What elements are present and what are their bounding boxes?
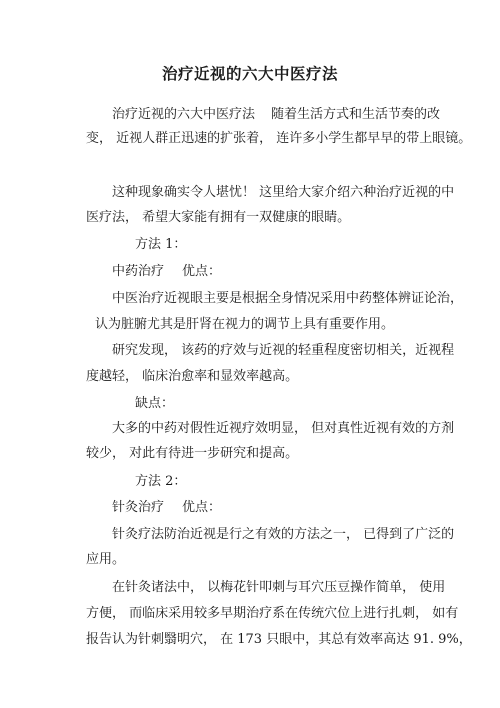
method-1-cons-line-1: 大多的中药对假性近视疗效明显， 但对真性近视有效的方剂 — [112, 421, 455, 436]
method-1-research-line-1: 研究发现， 该药的疗效与近视的轻重程度密切相关，近视程 — [112, 343, 455, 358]
method-1-pros-line-1: 中医治疗近视眼主要是根据全身情况采用中药整体辨证论治， — [112, 291, 464, 306]
paragraph-1-line-1a: 治疗近视的六大中医疗法 — [112, 107, 256, 122]
method-2-pros-line-1: 针灸疗法防治近视是行之有效的方法之一， 已得到了广泛的 — [112, 527, 455, 542]
paragraph-2-line-2: 医疗法， 希望大家能有拥有一双健康的眼睛。 — [86, 210, 351, 225]
method-2-detail-line-2: 方便， 而临床采用较多早期治疗系在传统穴位上进行扎刺， 如有 — [86, 606, 459, 621]
method-1-heading: 方法 1： — [135, 237, 187, 252]
method-1-cons-line-2: 较少， 对此有待进一步研究和提高。 — [86, 446, 299, 461]
method-2-detail-line-3: 报告认为针刺翳明穴， 在 173 只眼中，其总有效率高达 91. 9%， — [86, 632, 472, 647]
method-2-pros-label: 优点： — [182, 500, 222, 515]
method-2-pros-line-2: 应用。 — [86, 552, 126, 567]
method-1-name: 中药治疗 — [112, 264, 165, 279]
paragraph-1-line-1b: 随着生活方式和生活节奏的改 — [271, 107, 441, 122]
method-1-pros-label: 优点： — [182, 264, 222, 279]
method-2-detail-line-1: 在针灸诸法中， 以梅花针叩刺与耳穴压豆操作简单， 使用 — [112, 580, 446, 595]
method-1-research-line-2: 度越轻， 临床治愈率和显效率越高。 — [86, 369, 299, 384]
method-2-name: 针灸治疗 — [112, 500, 165, 515]
method-1-cons-label: 缺点： — [135, 396, 175, 411]
method-1-pros-line-2: 认为脏腑尤其是肝肾在视力的调节上具有重要作用。 — [95, 317, 395, 332]
method-2-heading: 方法 2： — [135, 474, 187, 489]
paragraph-1-line-2: 变， 近视人群正迅速的扩张着， 连许多小学生都早早的带上眼镜。 — [86, 131, 472, 146]
paragraph-2-line-1: 这种现象确实令人堪忧！ 这里给大家介绍六种治疗近视的中 — [112, 185, 455, 200]
document-title: 治疗近视的六大中医疗法 — [161, 64, 338, 83]
